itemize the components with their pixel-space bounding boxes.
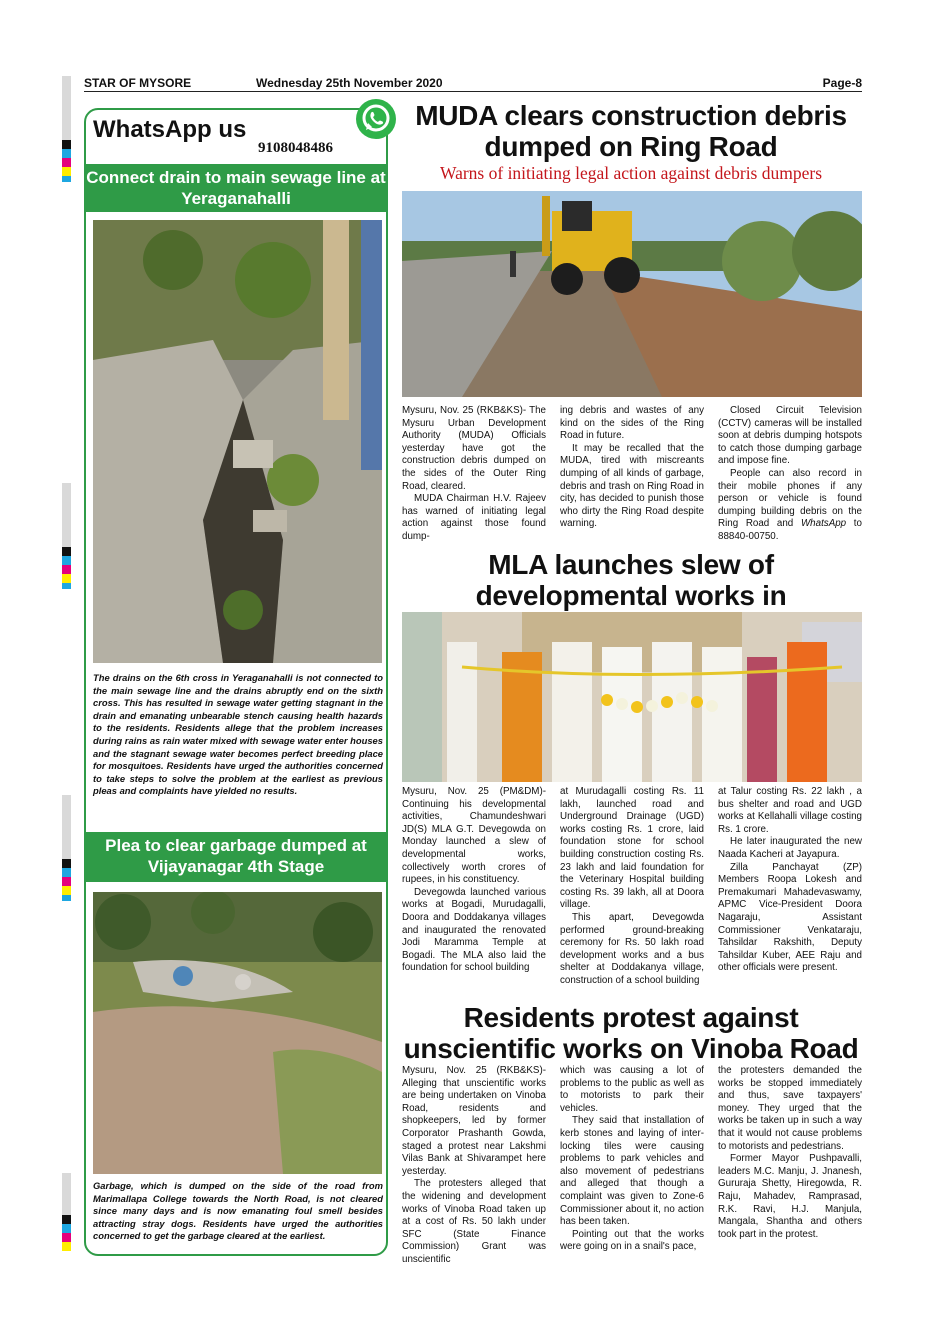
paragraph: which was causing a lot of problems to the public as well as to motorists to park their vehicles. <box>560 1065 704 1114</box>
paragraph: the protesters demanded the works be stopped immediately and thus, save taxpayers' money. They urged that the works be taken up in such a way that it would not cause problems to motorists and pedestrians. <box>718 1065 862 1152</box>
article1-deck: Warns of initiating legal action against debris dumpers <box>439 163 823 183</box>
paragraph: The protesters alleged that the widening and development works of Vinoba Road taken up at a cost of Rs. 50 lakh under SFC (State Finance Commission) Grant was unscientific <box>402 1178 546 1265</box>
article3-col2 <box>560 1065 704 1254</box>
inauguration-photo <box>402 612 862 782</box>
paragraph: They said that installation of kerb stones and laying of inter-locking tiles were causing problems to park vehicles and also movement of pedestrians and alleged that though a complaint was given to Zone-6 Commissioner about it, no action has been taken. <box>560 1115 704 1228</box>
paragraph-text: People can also record in their mobile phones if any person or vehicle is found dumping building debris on the Ring Road and <box>718 467 862 530</box>
paragraph-tail: to 88840-00750. <box>718 518 862 542</box>
story1-caption: The drains on the 6th cross in Yeraganahalli is not connected to the main sewage line and the drains abruptly end on the sixth cross. This has resulted in sewage water getting stagnant in the drain and emanating unbearable stench causing health hazards to the residents. Residents allege that the problem increases during rains as rain water mixed with sewage water enter houses and the stagnant sewage water becomes perfect breeding place for mosquitoes. Residents have urged the authorities concerned to take steps to solve the problem at the earliest as previous pleas and complaints have yielded no results. <box>93 672 383 797</box>
registration-marks <box>62 1173 71 1251</box>
paragraph: Devegowda launched various works at Bogadi, Murudagalli, Doora and Doddakanya villages and inaugurated the renovated Jodi Maramma Temple at Bogadi. The MLA also laid the foundation for school building <box>402 886 546 974</box>
paragraph: Pointing out that the works were going on in a snail's pace, <box>560 1228 704 1253</box>
paragraph: MUDA Chairman H.V. Rajeev has warned of initiating legal action against those found dump- <box>402 493 546 542</box>
registration-marks <box>62 795 71 901</box>
paragraph: He later inaugurated the new Naada Kacheri at Jayapura. <box>718 836 862 860</box>
page-number: Page-8 <box>822 76 862 90</box>
article1-col2 <box>560 405 704 531</box>
article2-col2 <box>560 786 704 988</box>
paper-name: STAR OF MYSORE <box>84 76 192 90</box>
drain-photo <box>93 220 382 663</box>
article1-headline: MUDA clears construction debris dumped on Ring Road <box>415 100 847 162</box>
paragraph: Mysuru, Nov. 25 (PM&DM)- Continuing his developmental activities, Chamundeshwari JD(S) MLA G.T. Devegowda on Monday launched a slew of developmental works, collectively worth crores of rupees, in his constituency. <box>402 786 546 886</box>
whatsapp-word: WhatsApp <box>800 518 847 530</box>
registration-marks <box>62 483 71 589</box>
paragraph: at Talur costing Rs. 22 lakh , a bus shelter and road and UGD works at Kellahalli village costing Rs. 1 crore. <box>718 786 862 835</box>
article2-headline: MLA launches slew of developmental works in <box>475 549 787 611</box>
paragraph: Mysuru, Nov. 25 (RKB&KS)- The Mysuru Urban Development Authority (MUDA) Officials yesterday have got the construction debris dumped on the sides of the Outer Ring Road, cleared. <box>402 405 546 492</box>
story1-headline: Connect drain to main sewage line at Yeraganahalli <box>86 164 386 212</box>
whatsapp-icon <box>355 98 397 140</box>
article3-col3 <box>718 1065 862 1241</box>
article1-col1 <box>402 405 546 544</box>
paragraph: Zilla Panchayat (ZP) Members Roopa Lokesh and Premakumari Mahadevaswamy, APMC Vice-President Doora Nagaraju, Assistant Commissioner Venkataraju, Tahsildar Rakshith, Deputy Tahsildar Kuber, AEE Raju and other officials were present. <box>718 861 862 974</box>
article3-col1 <box>402 1065 546 1267</box>
article2-col1 <box>402 786 546 975</box>
paragraph: Closed Circuit Television (CCTV) cameras will be installed soon at debris dumping hotspots to catch those dumping garbage and impose fine. <box>718 405 862 467</box>
story2-caption: Garbage, which is dumped on the side of the road from Marimallapa College towards the North Road, is not cleared since many days and is now emanating foul smell besides attracting stray dogs. Residents have urged the authorities concerned to get the garbage cleared at the earliest. <box>93 1180 383 1242</box>
paragraph: at Murudagalli costing Rs. 11 lakh, launched road and Underground Drainage (UGD) works costing Rs. 1 crore, laid foundation stone for school building construction costing Rs. 23 lakh and laid foundation for the Veterinary Hospital building costing Rs. 39 lakh, all at Doora village. <box>560 786 704 911</box>
paragraph <box>718 468 862 544</box>
story2-headline: Plea to clear garbage dumped at Vijayanagar 4th Stage <box>86 832 386 882</box>
issue-date: Wednesday 25th November 2020 <box>256 76 443 90</box>
muda-photo <box>402 191 862 397</box>
whatsapp-title: WhatsApp us <box>93 116 247 143</box>
registration-marks <box>62 76 71 182</box>
paragraph: ing debris and wastes of any kind on the sides of the Ring Road in future. <box>560 405 704 442</box>
garbage-photo <box>93 892 382 1174</box>
paragraph: Former Mayor Pushpavalli, leaders M.C. Manju, J. Jnanesh, Gururaja Shetty, Hiregowda, R. Raju, Mahadev, Ramprasad, R.K. Ravi, H.J. Manjula, Mangala, Shantha and others took part in the protest. <box>718 1153 862 1240</box>
paragraph: Mysuru, Nov. 25 (RKB&KS)- Alleging that unscientific works are being undertaken on Vinoba Road, residents and shopkeepers, led by former Corporator Prashanth Gowda, staged a protest near Lakshmi Vilas Bank at Shivarampet here yesterday. <box>402 1065 546 1177</box>
paragraph: This apart, Devegowda performed ground-breaking ceremony for Rs. 50 lakh road development works and a bus shelter at Doddakanya village, construction of a school building <box>560 911 704 986</box>
paragraph: It may be recalled that the MUDA, tired with miscreants dumping of all kinds of garbage, debris and trash on Ring Road in city, has decided to punish those who dirty the Ring Road despite warning. <box>560 442 704 530</box>
article2-col3 <box>718 786 862 975</box>
whatsapp-number: 9108048486 <box>258 140 333 156</box>
article1-col3 <box>718 405 862 544</box>
page-header <box>84 74 862 92</box>
article3-headline: Residents protest against unscientific works on Vinoba Road <box>403 1002 859 1064</box>
whatsapp-sidebar <box>84 108 388 1256</box>
